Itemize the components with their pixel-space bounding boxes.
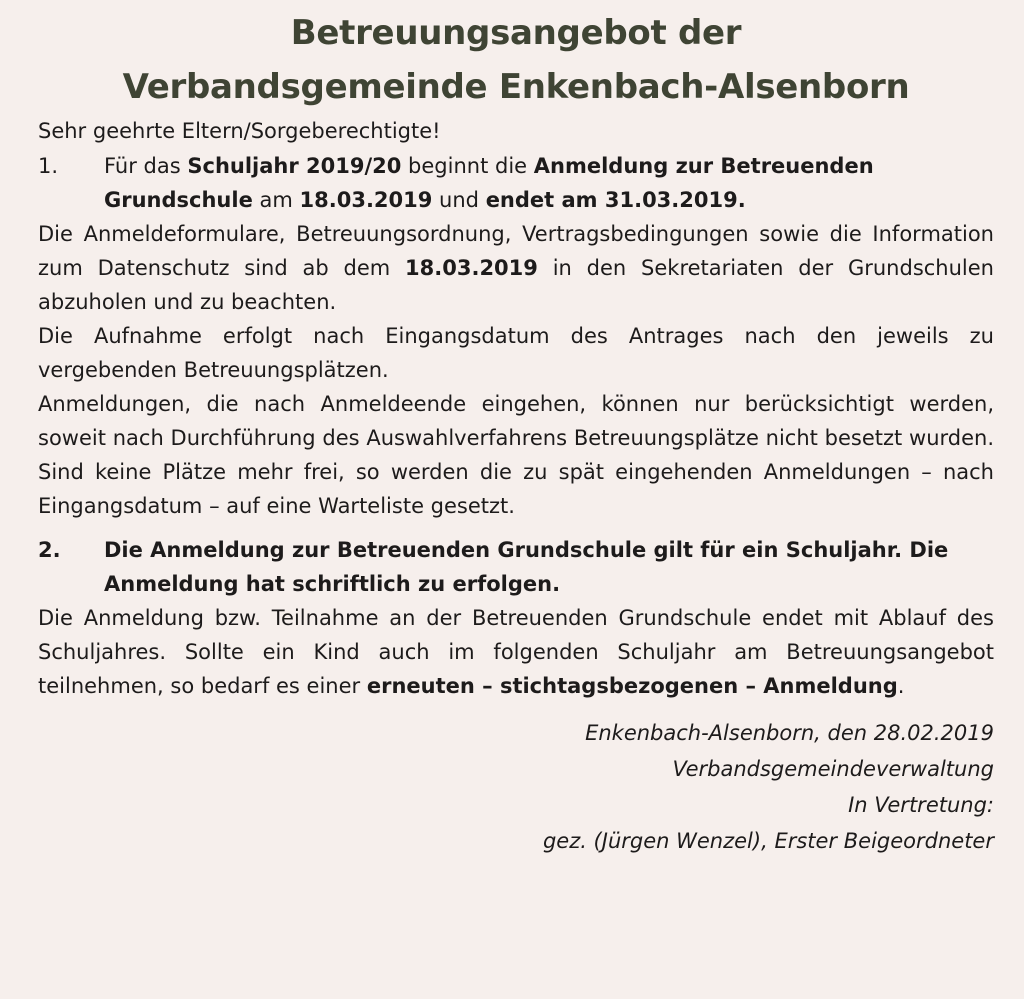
paragraph-text: Die Anmeldung bzw. Teilnahme an der Betreuenden Grundschule endet mit Ablauf des Schuljahres. Sollte ein Kind auch im folgenden Schuljahr am Betreuungsangebot teilnehmen, so bedarf es einer (38, 606, 994, 698)
paragraph-text: . (897, 674, 905, 698)
school-year: Schuljahr 2019/20 (187, 154, 402, 178)
renewal-note: erneuten – stichtagsbezogenen – Anmeldung (366, 674, 898, 698)
item-2-text: Die Anmeldung zur Betreuenden Grundschule gilt für ein Schuljahr. Die Anmeldung hat schriftlich zu erfolgen. (104, 538, 949, 596)
paragraph-forms (38, 217, 994, 319)
paragraph-text: in den Sekretariaten der Grundschulen abzuholen und zu beachten. (38, 256, 994, 314)
item-1-text-part: Für das (104, 154, 188, 178)
representation-note: In Vertretung: (848, 793, 994, 817)
start-date: 18.03.2019 (299, 188, 433, 212)
item-1-text-part: am (252, 188, 300, 212)
item-1-text-part: beginnt die (401, 154, 534, 178)
title-line-1: Betreuungsangebot der (290, 13, 742, 53)
paragraph-renewal (38, 601, 994, 703)
item-number: 1. (38, 154, 59, 178)
forms-available-date: 18.03.2019 (405, 256, 538, 280)
notice-title (38, 0, 994, 114)
salutation: Sehr geehrte Eltern/Sorgeberechtigte! (38, 119, 441, 143)
signatory: gez. (Jürgen Wenzel), Erster Beigeordneter (542, 829, 994, 853)
numbered-item-2 (38, 533, 994, 601)
item-1-text-part: und (432, 188, 486, 212)
title-line-2: Verbandsgemeinde Enkenbach-Alsenborn (122, 67, 910, 107)
paragraph-text: Die Anmeldeformulare, Betreuungsordnung, Vertragsbedingungen sowie die Information zum Datenschutz sind ab dem (38, 222, 994, 280)
signature-block (38, 715, 994, 859)
place-date: Enkenbach-Alsenborn, den 28.02.2019 (585, 721, 994, 745)
issuing-authority: Verbandsgemeindeverwaltung (672, 757, 994, 781)
item-number: 2. (38, 538, 61, 562)
paragraph-late-registration: Anmeldungen, die nach Anmeldeende eingehen, können nur berücksichtigt werden, soweit nach Durchführung des Auswahlverfahrens Betreuungsplätze nicht besetzt wurden. Sind keine Plätze mehr frei, so werden die zu spät eingehenden Anmeldungen – nach Eingangsdatum – auf eine Warteliste gesetzt. (38, 392, 994, 518)
paragraph-admission: Die Aufnahme erfolgt nach Eingangsdatum des Antrages nach den jeweils zu vergebenden Betreuungsplätzen. (38, 324, 994, 382)
numbered-item-1 (38, 149, 994, 217)
item-1-text (104, 149, 994, 217)
end-date: endet am 31.03.2019. (485, 188, 746, 212)
registration-subject: Anmeldung zur Betreuenden Grundschule (104, 154, 874, 212)
